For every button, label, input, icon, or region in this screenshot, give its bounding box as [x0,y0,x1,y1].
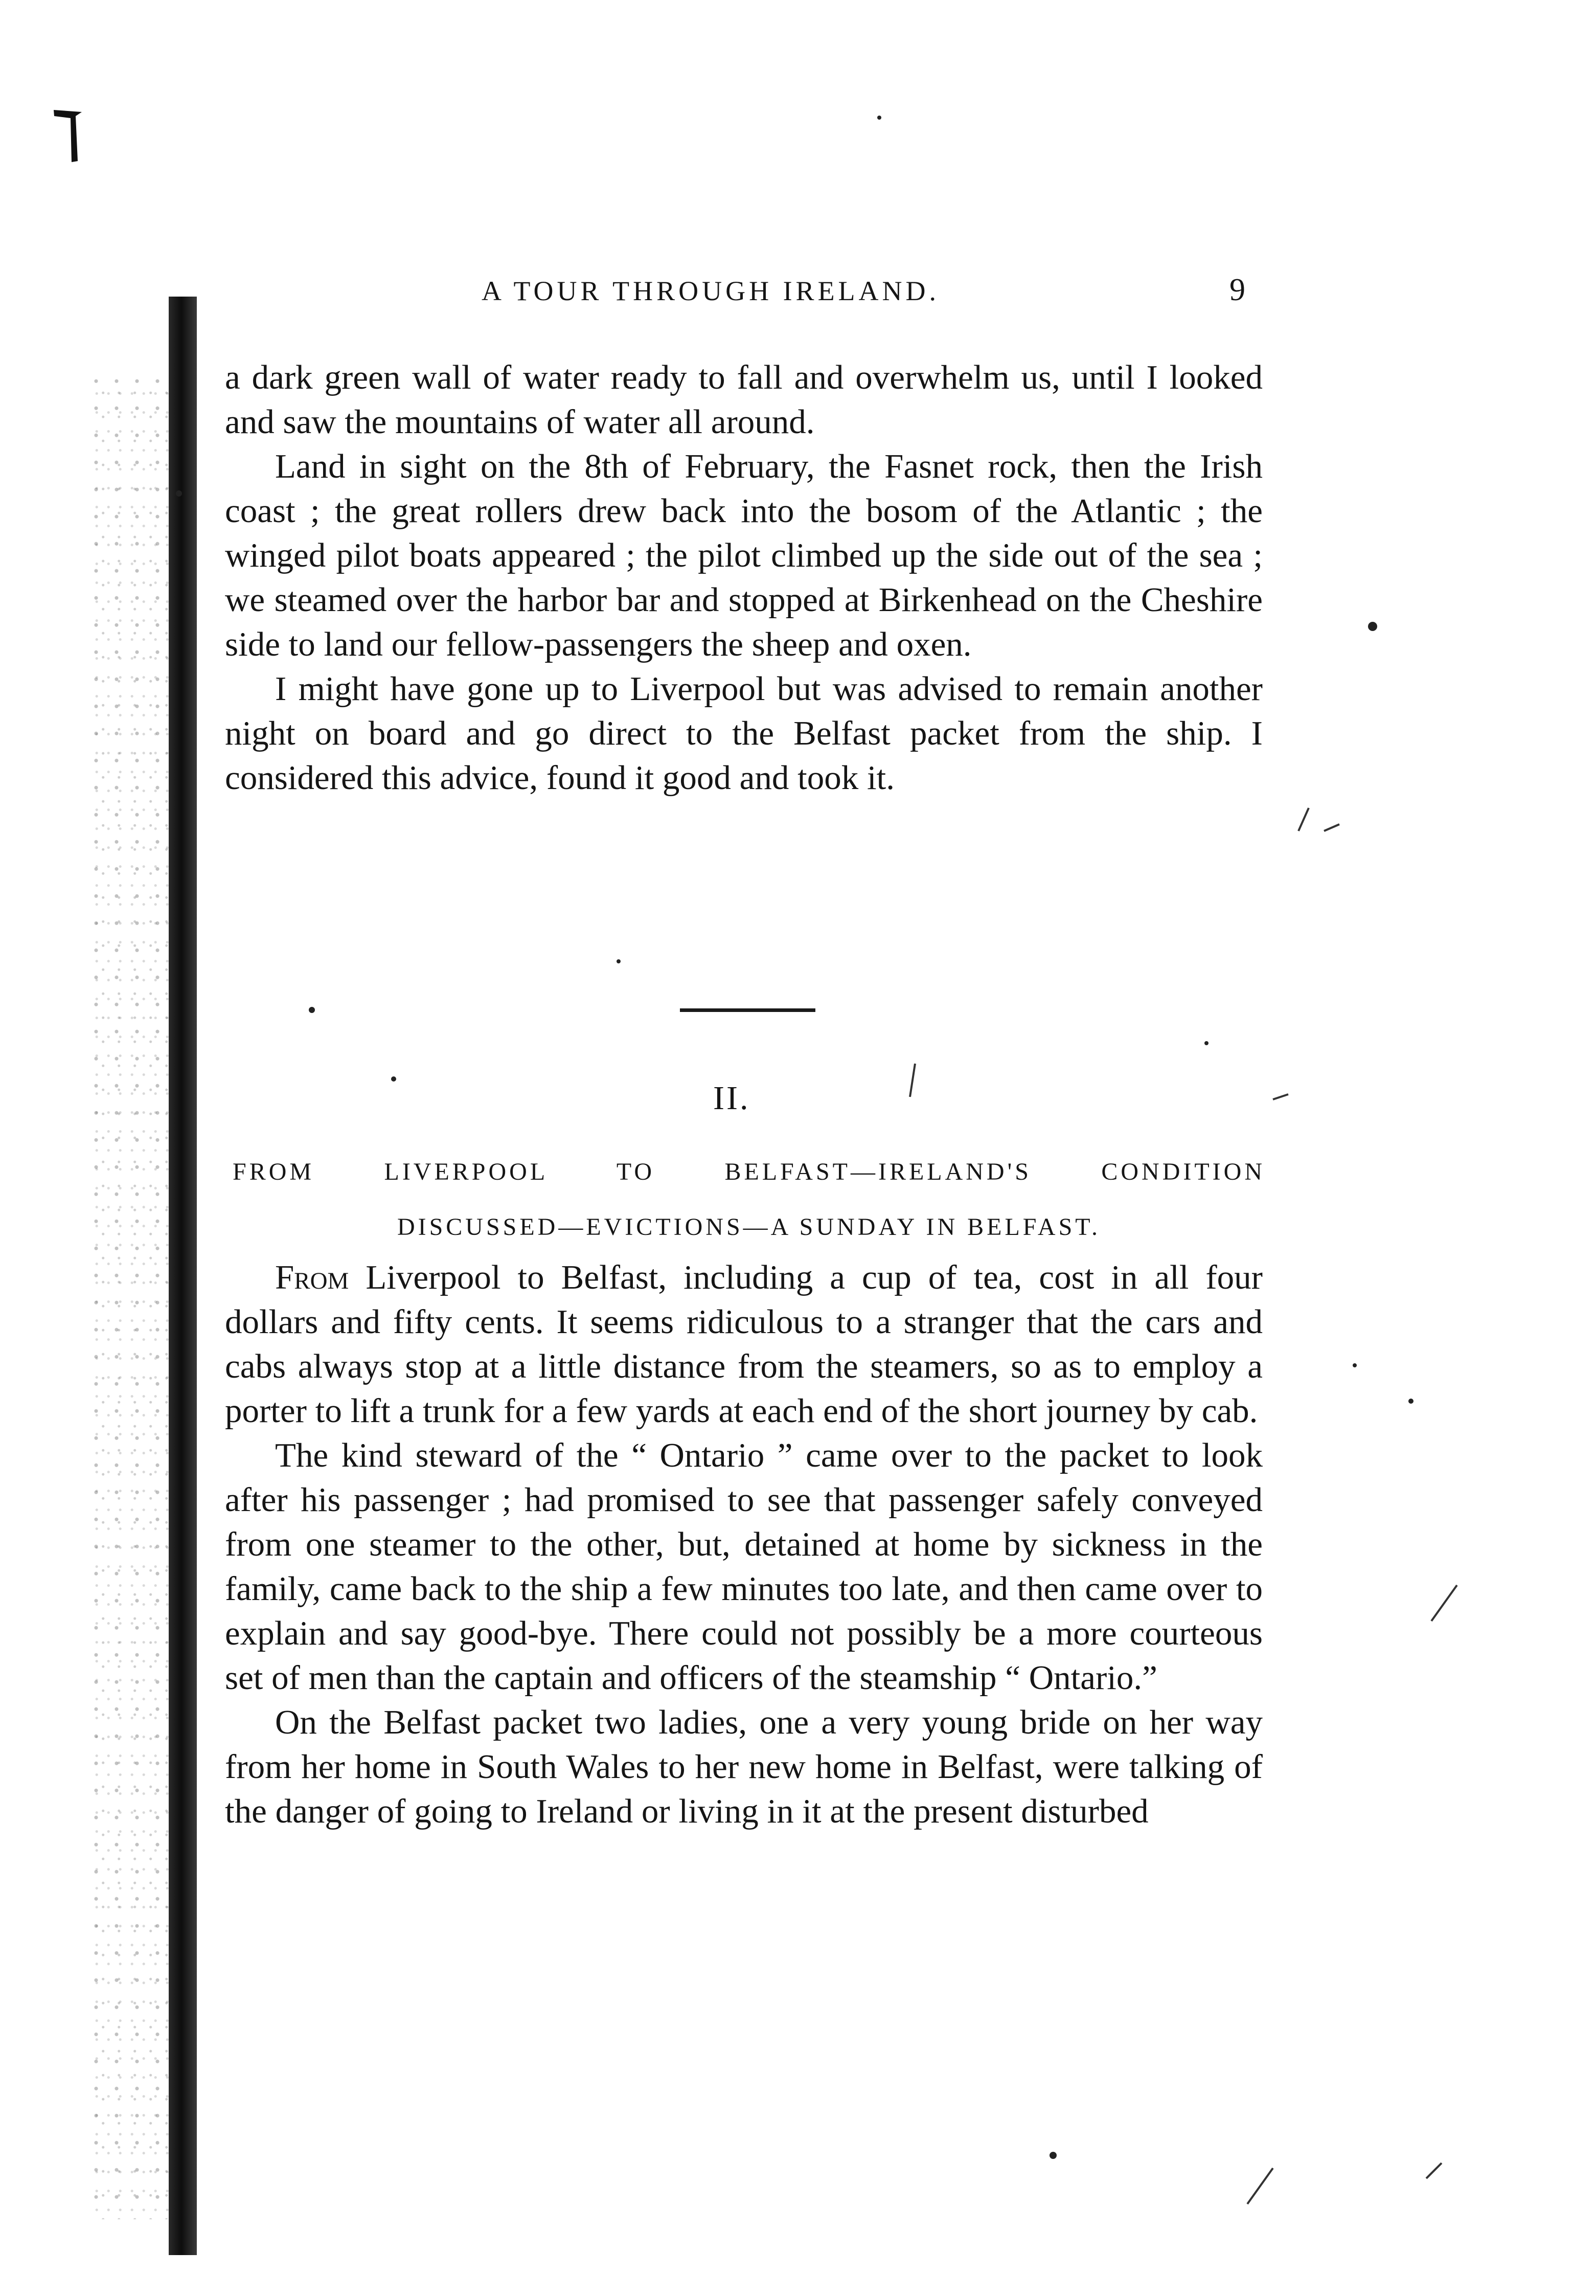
section-heading-line: DISCUSSED—EVICTIONS—A SUNDAY IN BELFAST. [397,1213,1101,1241]
paragraph [225,1255,1263,1433]
corner-ink-mark [51,105,87,166]
section-heading-line: FROM LIVERPOOL TO BELFAST—IRELAND'S CONDITION [233,1158,1265,1185]
running-title: A TOUR THROUGH IRELAND. [482,276,940,306]
paragraph: a dark green wall of water ready to fall and overwhelm us, until I looked and saw the mountains of water all around. [225,358,1263,441]
paragraph: Land in sight on the 8th of February, the Fasnet rock, then the Irish coast ; the great rollers drew back into the bosom of the Atlantic ; the winged pilot boats appeared ; the pilot climbed up the side out of the sea ; we steamed over the harbor bar and stopped at Birkenhead on the Cheshire side to land our fellow-passengers the sheep and oxen. [225,447,1263,663]
binding-speckle [92,378,169,2219]
page-number: 9 [1229,273,1245,307]
chapter-two-text [225,1255,1263,1834]
running-head [220,275,1283,311]
paragraph: I might have gone up to Liverpool but was advised to remain another night on board and go direct to the Belfast packet from the ship. I considered this advice, found it good and took it. [225,670,1263,797]
section-number: II. [713,1079,750,1117]
paragraph: On the Belfast packet two ladies, one a very young bride on her way from her home in South Wales to her new home in Belfast, were talking of the danger of going to Ireland or living in it at the present disturbed [225,1703,1263,1830]
drop-word: From [275,1258,349,1296]
paragraph: The kind steward of the “ Ontario ” came over to the packet to look after his passenger ; had promised to see that passenger safely conveyed from one steamer to the other, but, detained at home by sickness in the family, came back to the ship a few minutes too late, and then came over to explain and say good-bye. There could not possibly be a more courteous set of men than the captain and officers of the steamship “ Ontario.” [225,1436,1263,1697]
section-divider [680,1008,815,1012]
book-binding-shadow [169,297,197,2255]
paragraph-body: Liverpool to Belfast, including a cup of tea, cost in all four dollars and fifty cents. It seems ridiculous to a stranger that the cars and cabs always stop at a little distance from the steamers, so as to employ a porter to lift a trunk for a few yards at each end of the short journey by cab. [225,1258,1263,1430]
section-heading [233,1144,1265,1255]
chapter-one-text [225,355,1263,800]
